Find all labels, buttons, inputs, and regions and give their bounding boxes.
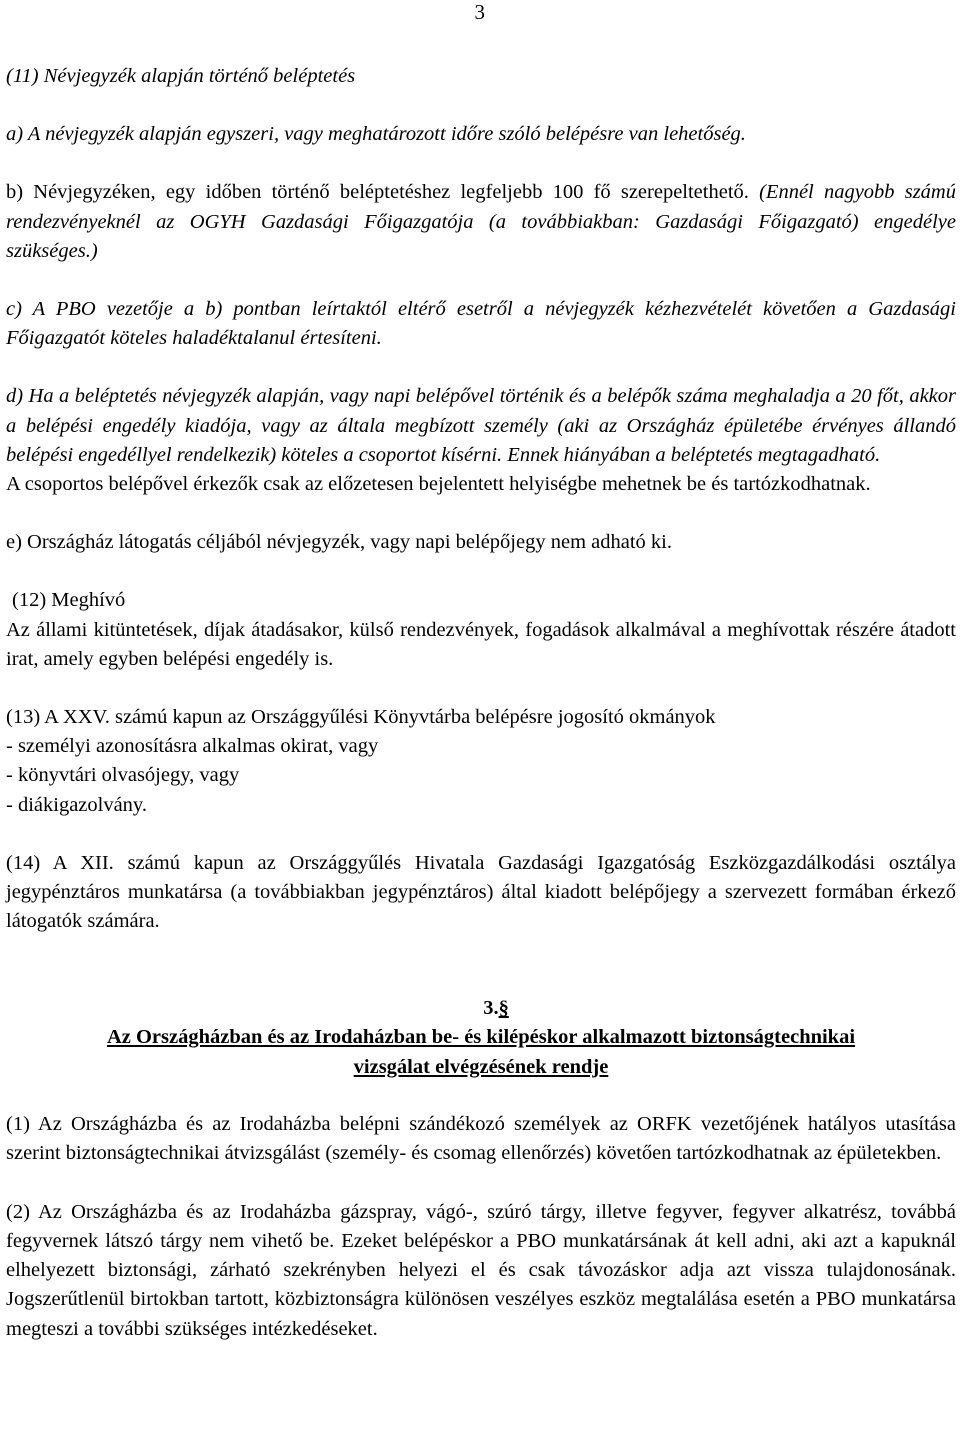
section-11-d-normal: A csoportos belépővel érkezők csak az előzetesen bejelentett helyiségbe mehetnek be és tartózkodhatnak. xyxy=(6,473,871,496)
section-11-e: e) Országház látogatás céljából névjegyzék, vagy napi belépőjegy nem adható ki. xyxy=(6,531,672,554)
chapter-3-number: 3.§ xyxy=(483,997,509,1020)
section-13-title: (13) A XXV. számú kapun az Országgyűlési Könyvtárba belépésre jogosító okmányok xyxy=(6,706,716,729)
section-12-title: (12) Meghívó xyxy=(12,589,126,612)
section-13-item-3: - diákigazolvány. xyxy=(6,793,147,816)
section-14-text: (14) A XII. számú kapun az Országgyűlés Hivatala Gazdasági Igazgatóság Eszközgazdálkodási osztálya jegypénztáros munkatársa (a továbbiakban jegypénztáros) által kiadott belépőjegy a szervezett formában érkező látogatók számára. xyxy=(6,851,956,933)
page-number: 3 xyxy=(474,0,485,24)
section-13-item-2: - könyvtári olvasójegy, vagy xyxy=(6,764,240,787)
section-11-a: a) A névjegyzék alapján egyszeri, vagy meghatározott időre szóló belépésre van lehetőség. xyxy=(6,123,746,146)
section-11-c: c) A PBO vezetője a b) pontban leírtaktól eltérő esetről a névjegyzék kézhezvételét követően a Gazdasági Főigazgatót köteles haladéktalanul értesíteni. xyxy=(6,298,956,350)
section-11-b-normal: b) Névjegyzéken, egy időben történő beléptetéshez legfeljebb 100 fő szerepeltethető. xyxy=(6,181,749,204)
section-11-d-italic: d) Ha a beléptetés névjegyzék alapján, vagy napi belépővel történik és a belépők száma meghaladja a 20 főt, akkor a belépési engedély kiadója, vagy az általa megbízott személy (aki az Országház épületébe érvényes állandó belépési engedéllyel rendelkezik) köteles a csoportot kísérni. Ennek hiányában a beléptetés megtagadható. xyxy=(6,385,956,466)
chapter-3-paragraph-2: (2) Az Országházba és az Irodaházba gázspray, vágó-, szúró tárgy, illetve fegyver, fegyver alkatrész, továbbá fegyvernek látszó tárgy nem vihető be. Ezeket belépéskor a PBO munkatársának át kell adni, aki azt a kapuknál elhelyezett biztonsági, zárható szekrényben helyezi el és csak távozáskor adja azt vissza tulajdonosának. Jogszerűtlenül birtokban tartott, közbiztonságra különösen veszélyes eszköz megtalálása esetén a PBO munkatársa megteszi a további szükséges intézkedéseket. xyxy=(6,1200,956,1340)
chapter-3-paragraph-1: (1) Az Országházba és az Irodaházba belépni szándékozó személyek az ORFK vezetőjének hatályos utasítása szerint biztonságtechnikai átvizsgálást (személy- és csomag ellenőrzés) követően tartózkodhatnak az épületekben. xyxy=(6,1113,956,1165)
section-11-b xyxy=(6,178,956,266)
document-body xyxy=(6,62,956,1344)
chapter-3-title-line-1: Az Országházban és az Irodaházban be- és kilépéskor alkalmazott biztonságtechnikai xyxy=(106,1026,856,1049)
section-symbol-icon: § xyxy=(498,997,509,1020)
section-12-text: Az állami kitüntetések, díjak átadásakor, külső rendezvények, fogadások alkalmával a meghívottak részére átadott irat, amely egyben belépési engedély is. xyxy=(6,618,956,670)
section-13-item-1: - személyi azonosításra alkalmas okirat, vagy xyxy=(6,735,379,758)
section-11-title: (11) Névjegyzék alapján történő beléptetés xyxy=(6,65,356,87)
section-11-b-italic: (Ennél nagyobb számú rendezvényeknél az OGYH Gazdasági Főigazgatója (a továbbiakban: Gazdasági Főigazgató) engedélye szükséges.) xyxy=(6,181,956,262)
chapter-3-title-line-2: vizsgálat elvégzésének rendje xyxy=(353,1055,609,1078)
